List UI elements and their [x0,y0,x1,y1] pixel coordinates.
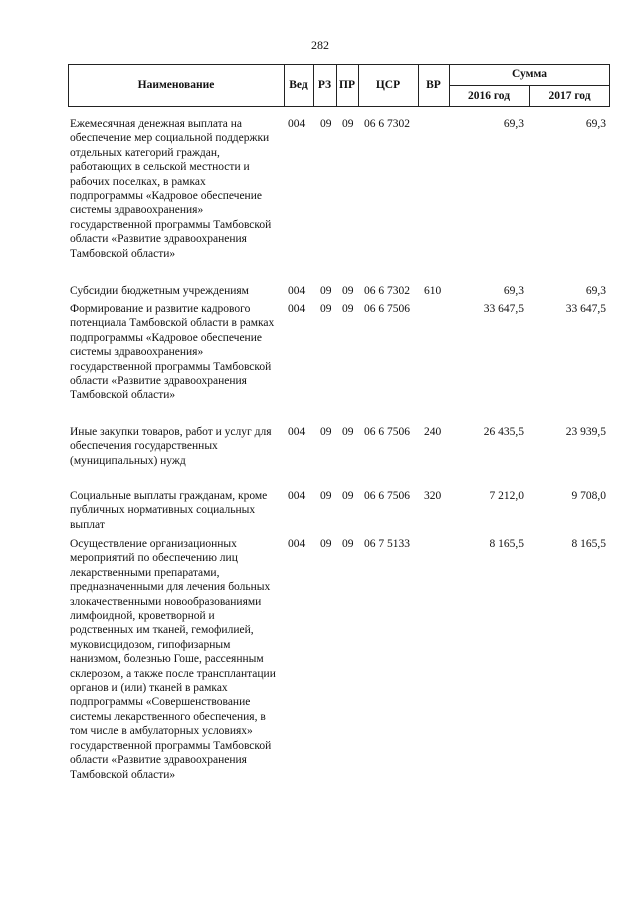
row-vr: 610 [424,285,442,297]
row-pr: 09 [342,426,354,438]
row-sum-2017: 9 708,0 [571,490,606,502]
row-sum-2016: 69,3 [503,118,524,130]
row-ved: 004 [288,538,306,550]
table-header [68,64,610,107]
row-ved: 004 [288,285,306,297]
row-sum-2016: 7 212,0 [489,490,524,502]
header-year-2016: 2016 год [467,90,511,102]
row-sum-2016: 8 165,5 [489,538,524,550]
header-vr: ВР [426,79,441,91]
row-sum-2017: 69,3 [585,285,606,297]
header-sum: Сумма [512,68,547,80]
row-rz: 09 [320,303,332,315]
header-name: Наименование [137,79,215,91]
row-sum-2017: 23 939,5 [565,426,606,438]
row-ved: 004 [288,426,306,438]
row-ved: 004 [288,118,306,130]
row-csr: 06 6 7506 [364,303,410,315]
row-sum-2017: 69,3 [585,118,606,130]
row-csr: 06 6 7302 [364,285,410,297]
row-rz: 09 [320,118,332,130]
header-year-2017: 2017 год [548,90,591,102]
row-ved: 004 [288,490,306,502]
row-vr: 320 [424,490,442,502]
header-rz: РЗ [317,79,332,91]
header-csr: ЦСР [375,79,401,91]
row-name: Субсидии бюджетным учреждениям [70,285,249,297]
row-name: Иные закупки товаров, работ и услуг для обеспечения государственных (муниципальных) нужд [70,426,272,467]
row-rz: 09 [320,285,332,297]
row-sum-2017: 8 165,5 [571,538,606,550]
row-sum-2016: 26 435,5 [483,426,524,438]
row-ved: 004 [288,303,306,315]
row-sum-2016: 69,3 [503,285,524,297]
row-name: Социальные выплаты гражданам, кроме публичных нормативных социальных выплат [70,490,268,531]
row-pr: 09 [342,538,354,550]
row-name: Ежемесячная денежная выплата на обеспечение мер социальной поддержки отдельных категорий граждан, работающих в сельской местности и рабочих поселках, в рамках подпрограммы «Кадровое обеспечение системы здравоохранения» государственной программы Тамбовской области «Развитие здравоохранения Тамбовской области» [70,118,272,260]
row-csr: 06 6 7506 [364,490,410,502]
row-rz: 09 [320,426,332,438]
header-pr: ПР [339,79,355,91]
row-sum-2017: 33 647,5 [565,303,606,315]
row-rz: 09 [320,538,332,550]
page-number: 282 [311,38,329,52]
header-ved: Вед [289,79,308,91]
row-pr: 09 [342,490,354,502]
row-rz: 09 [320,490,332,502]
row-pr: 09 [342,118,354,130]
row-vr: 240 [424,426,442,438]
row-name: Осуществление организационных мероприятий по обеспечению лиц лекарственными препаратами, предназначенными для лечения больных злокачественными новообразованиями лимфоидной, кроветворной и родственных им тканей, гемофилией, муковисцидозом, гипофизарным нанизмом, болезнью Гоше, рассеянным склерозом, а также после трансплантации органов и (или) тканей в рамках подпрограммы «Совершенствование системы лекарственного обеспечения, в том числе в амбулаторных условиях» государственной программы Тамбовской области «Развитие здравоохранения Тамбовской области» [70,538,276,781]
row-pr: 09 [342,303,354,315]
row-csr: 06 7 5133 [364,538,410,550]
row-name: Формирование и развитие кадрового потенциала Тамбовской области в рамках подпрограммы «Кадровое обеспечение системы здравоохранения» государственной программы Тамбовской области «Развитие здравоохранения Тамбовской области» [70,303,275,402]
row-csr: 06 6 7506 [364,426,410,438]
row-pr: 09 [342,285,354,297]
row-sum-2016: 33 647,5 [483,303,524,315]
row-csr: 06 6 7302 [364,118,410,130]
